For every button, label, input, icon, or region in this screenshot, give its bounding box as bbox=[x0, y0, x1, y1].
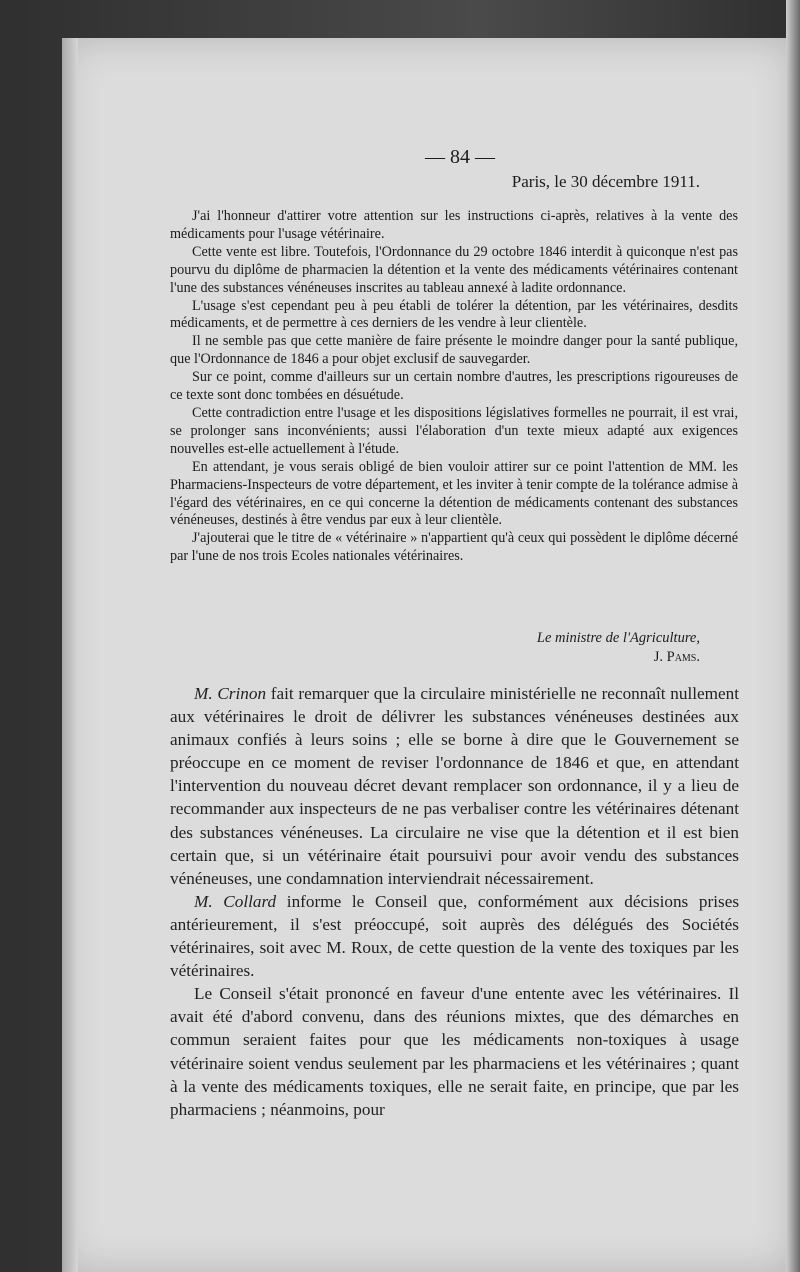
page-edge bbox=[786, 0, 800, 1272]
letter-paragraph: J'ajouterai que le titre de « vétérinaire » n'appartient qu'à ceux qui possèdent le diplôme décerné par l'une de nos trois Ecoles nationales vétérinaires. bbox=[170, 530, 738, 565]
discussion-paragraph: Le Conseil s'était prononcé en faveur d'une entente avec les vétérinaires. Il avait été d'abord convenu, dans des réunions mixtes, que des démarches en commun seraient faites pour que les médicaments non-toxiques à usage vétérinaire soient vendus seulement par les pharmaciens et les vétérinaires ; quant à la vente des médicaments toxiques, elle ne serait faite, en principe, que par les pharmaciens ; néanmoins, pour bbox=[170, 984, 739, 1119]
ministerial-letter bbox=[170, 208, 738, 566]
letter-date: Paris, le 30 décembre 1911. bbox=[511, 172, 700, 191]
letter-paragraph: J'ai l'honneur d'attirer votre attention sur les instructions ci-après, relatives à la vente des médicaments pour l'usage vétérinaire. bbox=[170, 208, 738, 242]
speaker-name: M. Collard bbox=[194, 891, 277, 911]
letter-paragraph: Cette vente est libre. Toutefois, l'Ordonnance du 29 octobre 1846 interdit à quiconque n'est pas pourvu du diplôme de pharmacien la détention et la vente des médicaments vétérinaires contenant l'une des substances vénéneuses inscrites au tableau annexé à ladite ordonnance. bbox=[170, 243, 738, 296]
discussion-paragraph bbox=[170, 890, 739, 982]
letter-paragraph: Il ne semble pas que cette manière de faire présente le moindre danger pour la santé publique, que l'Ordonnance de 1846 a pour objet exclusif de sauvegarder. bbox=[170, 333, 738, 368]
letter-paragraph: Cette contradiction entre l'usage et les dispositions législatives formelles ne pourrait, il est vrai, se prolonger sans inconvénients; aussi l'élaboration d'un texte mieux adapté aux exigences nouvelles est-elle actuellement à l'étude. bbox=[170, 404, 738, 457]
paragraph-text: informe le Conseil que, conformément aux décisions prises antérieurement, il s'est préoccupé, soit auprès des délégués des Sociétés vétérinaires, soit avec M. Roux, de cette question de la vente des toxiques par les vétérinaires. bbox=[170, 891, 740, 981]
letter-paragraph: Sur ce point, comme d'ailleurs sur un certain nombre d'autres, les prescriptions rigoureuses de ce texte sont donc tombées en désuétude. bbox=[170, 369, 738, 404]
paragraph-text: fait remarquer que la circulaire ministérielle ne reconnaît nullement aux vétérinaires le droit de délivrer les substances vénéneuses destinées aux animaux confiés à leurs soins ; elle se borne à dire que le Gouvernement se préoccupe en ce moment de reviser l'ordonnance de 1846 et que, en attendant l'intervention du nouveau décret devant remplacer son ordonnance, il y a lieu de recommander aux inspecteurs de ne pas verbaliser contre les vétérinaires détenant des substances vénéneuses. La circulaire ne vise que la détention et il est bien certain que, si un vétérinaire était poursuivi pour avoir vendu des substances vénéneuses, une condamnation interviendrait nécessairement. bbox=[170, 684, 739, 888]
discussion-text bbox=[170, 682, 739, 1121]
page-number: — 84 — bbox=[425, 146, 495, 168]
signature-name: J. Pams. bbox=[653, 649, 700, 665]
letter-paragraph: En attendant, je vous serais obligé de bien vouloir attirer sur ce point l'attention de MM. les Pharmaciens-Inspecteurs de votre département, et les inviter à tenir compte de la tolérance admise à l'égard des vétérinaires, en ce qui concerne la détention de médicaments contenant des substances vénéneuses, destinés à être vendus par eux à leur clientèle. bbox=[170, 458, 738, 529]
letter-paragraph: L'usage s'est cependant peu à peu établi de tolérer la détention, par les vétérinaires, desdits médicaments, et de permettre à ces derniers de les vendre à leur clientèle. bbox=[170, 297, 738, 332]
discussion-paragraph bbox=[170, 682, 739, 890]
signature-title: Le ministre de l'Agriculture, bbox=[536, 630, 700, 646]
page-gutter bbox=[62, 38, 78, 1272]
speaker-name: M. Crinon bbox=[194, 684, 267, 703]
